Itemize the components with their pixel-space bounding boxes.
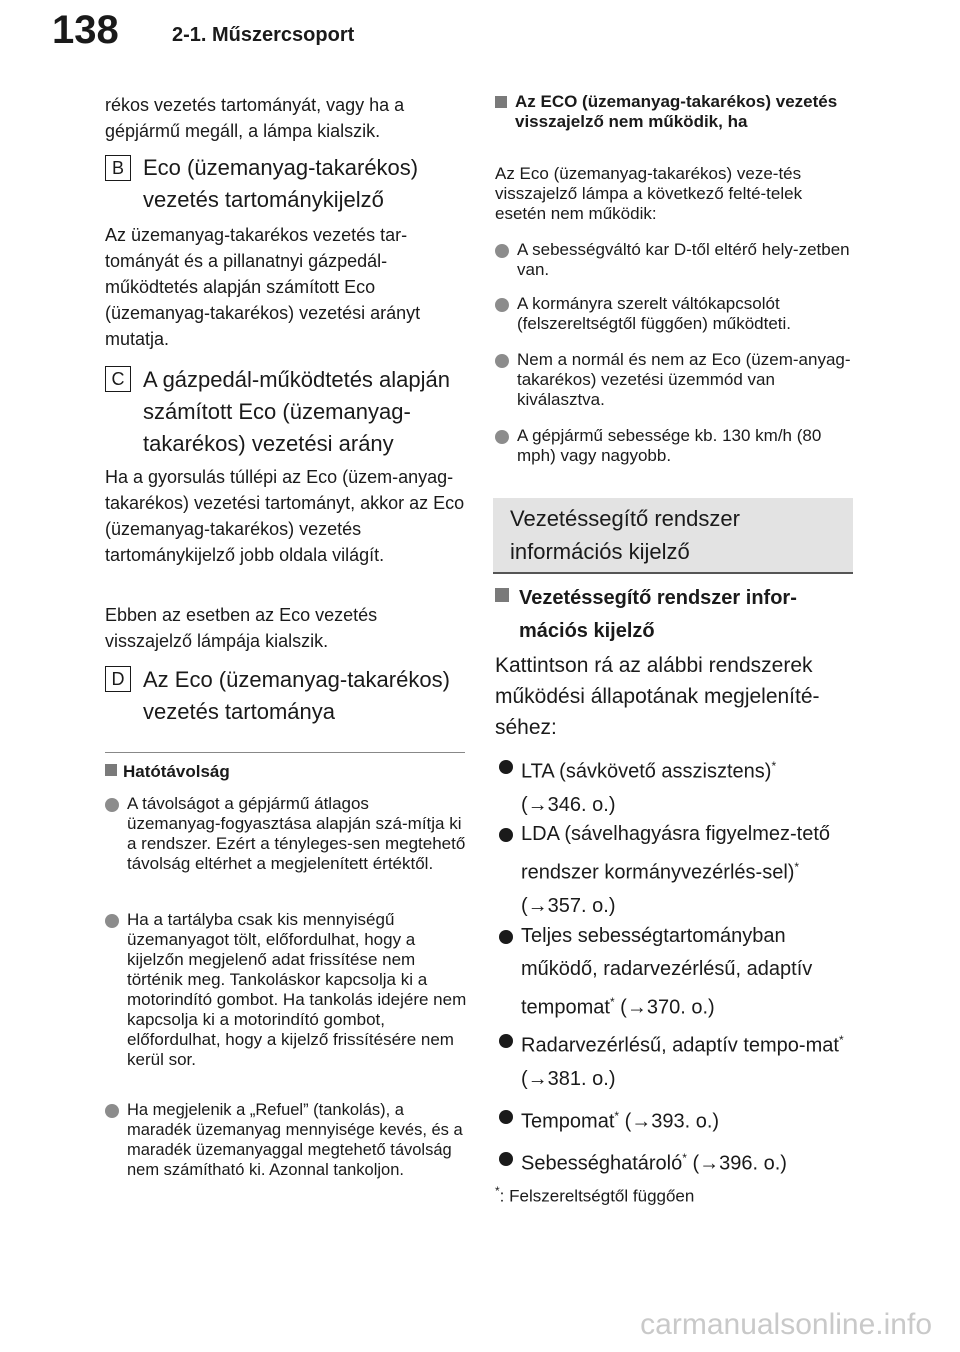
range-bullet-2 bbox=[105, 910, 467, 1070]
system-lta-name: LTA (sávkövető asszisztens) bbox=[521, 760, 772, 783]
system-item-lta bbox=[495, 750, 855, 822]
system-acc-name: Radarvezérlésű, adaptív tempo-mat bbox=[521, 1034, 839, 1057]
eco-intro: Az Eco (üzemanyag-takarékos) veze-tés visszajelző lámpa a következő felté-telek esetén nem működik: bbox=[495, 164, 803, 223]
section-divider bbox=[105, 752, 465, 753]
system-item-lda bbox=[495, 818, 855, 923]
asterisk: * bbox=[609, 995, 615, 1009]
range-bullet-1 bbox=[105, 794, 467, 874]
eco-bullet-3-text: Nem a normál és nem az Eco (üzem-anyag-takarékos) vezetési üzemmód van kiválasztva. bbox=[517, 350, 851, 409]
section-c-body-1: Ha a gyorsulás túllépi az Eco (üzem-anyag-takarékos) vezetési tartományt, akkor az Eco (üzemanyag-takarékos) vezetés tartománykijelző jobb oldala világít. bbox=[105, 467, 465, 565]
subsection-heading bbox=[495, 582, 855, 648]
system-limiter-ref: (→396. o.) bbox=[692, 1152, 787, 1175]
intro-paragraph: rékos vezetés tartományát, vagy ha a gépjármű megáll, a lámpa kialszik. bbox=[105, 95, 405, 141]
section-b-body: Az üzemanyag-takarékos vezetés tar-tományát és a pillanatnyi gázpedál-működtetés alapján számított Eco (üzemanyag-takarékos) vezetési arányt mutatja. bbox=[105, 225, 421, 349]
chapter-title: 2-1. Műszercsoport bbox=[172, 24, 355, 46]
bullet-icon bbox=[105, 1104, 119, 1118]
section-heading-line-2: információs kijelző bbox=[510, 539, 690, 564]
range-bullet-3-text: Ha megjelenik a „Refuel” (tankolás), a maradék üzemanyag mennyisége kevés, és a maradék üzemanyaggal megtehető távolság nem számítható ki. Azonnal tankoljon. bbox=[127, 1101, 463, 1179]
bullet-icon bbox=[499, 828, 513, 842]
system-full-acc-name: Teljes sebességtartományban működő, radarvezérlésű, adaptív tempomat bbox=[521, 925, 813, 1019]
system-acc-ref: (→381. o.) bbox=[521, 1067, 616, 1090]
system-item-full-acc bbox=[495, 920, 855, 1025]
system-limiter-name: Sebességhatároló bbox=[521, 1152, 683, 1175]
eco-bullet-1 bbox=[495, 240, 855, 280]
section-heading-line-1: Vezetéssegítő rendszer bbox=[510, 506, 740, 531]
square-marker-icon bbox=[495, 96, 507, 108]
eco-bullet-4 bbox=[495, 426, 855, 466]
bullet-icon bbox=[495, 244, 509, 258]
bullet-icon bbox=[499, 1034, 513, 1048]
watermark: carmanualsonline.info bbox=[640, 1308, 932, 1341]
section-c-title bbox=[105, 364, 467, 460]
eco-bullet-1-text: A sebességváltó kar D-től eltérő hely-zetben van. bbox=[517, 240, 850, 279]
square-marker-icon bbox=[105, 764, 117, 776]
eco-bullet-4-text: A gépjármű sebessége kb. 130 km/h (80 mph) vagy nagyobb. bbox=[517, 426, 822, 465]
asterisk: * bbox=[614, 1109, 620, 1123]
subsection-title-line-2: mációs kijelző bbox=[519, 620, 655, 642]
asterisk: * bbox=[838, 1033, 844, 1047]
eco-heading bbox=[495, 92, 855, 132]
section-b-title-text: Eco (üzemanyag-takarékos) vezetés tartománykijelző bbox=[143, 155, 419, 212]
square-marker-icon bbox=[495, 588, 509, 602]
system-item-acc bbox=[495, 1024, 855, 1096]
section-d-title-text: Az Eco (üzemanyag-takarékos) vezetés tartománya bbox=[143, 667, 450, 724]
system-lta-ref: (→346. o.) bbox=[521, 793, 616, 816]
system-lda-ref: (→357. o.) bbox=[521, 894, 616, 917]
label-c: C bbox=[105, 366, 131, 392]
range-bullet-1-text: A távolságot a gépjármű átlagos üzemanyag-fogyasztása alapján szá-mítja ki a rendszer. Ezért a tényleges-sen megtehető távolság eltérhet a megjelenített értéktől. bbox=[127, 794, 466, 873]
section-b-title bbox=[105, 152, 467, 216]
label-d: D bbox=[105, 666, 131, 692]
range-bullet-3 bbox=[105, 1100, 467, 1180]
section-heading-text bbox=[510, 502, 740, 568]
bullet-icon bbox=[495, 430, 509, 444]
system-full-acc-ref: (→370. o.) bbox=[620, 996, 715, 1019]
footnote-text: : Felszereltségtől függően bbox=[499, 1186, 695, 1206]
subsection-intro: Kattintson rá az alábbi rendszerek működési állapotának megjeleníté-séhez: bbox=[495, 654, 820, 739]
bullet-icon bbox=[499, 930, 513, 944]
label-b: B bbox=[105, 155, 131, 181]
range-bullet-2-text: Ha a tartályba csak kis mennyiségű üzemanyagot tölt, előfordulhat, hogy a kijelzőn megjelenő adat frissítése nem történik meg. Tankoláskor kapcsolja ki a motorindító gombot. Ha tankolás idejére nem kapcsolja ki a motorindító gombot, előfordulhat, hogy a kijelző frissítésére nem kerül sor. bbox=[127, 910, 467, 1069]
range-heading bbox=[105, 762, 467, 782]
eco-title: Az ECO (üzemanyag-takarékos) vezetés visszajelző nem működik, ha bbox=[515, 92, 838, 131]
asterisk: * bbox=[771, 759, 777, 773]
bullet-icon bbox=[499, 1110, 513, 1124]
footnote-asterisk: * bbox=[495, 1184, 500, 1198]
eco-bullet-2-text: A kormányra szerelt váltókapcsolót (felszereltségtől függően) működteti. bbox=[517, 294, 792, 333]
bullet-icon bbox=[499, 1152, 513, 1166]
section-c-title-text: A gázpedál-működtetés alapján számított Eco (üzemanyag-takarékos) vezetési arány bbox=[143, 367, 450, 456]
system-cruise-name: Tempomat bbox=[521, 1110, 615, 1133]
eco-bullet-3 bbox=[495, 350, 855, 410]
bullet-icon bbox=[495, 298, 509, 312]
page-number: 138 bbox=[52, 8, 119, 52]
system-item-cruise bbox=[495, 1100, 855, 1139]
subsection-title-line-1: Vezetéssegítő rendszer infor- bbox=[519, 587, 797, 609]
range-title: Hatótávolság bbox=[123, 762, 230, 781]
asterisk: * bbox=[794, 860, 800, 874]
system-cruise-ref: (→393. o.) bbox=[624, 1110, 720, 1133]
bullet-icon bbox=[499, 760, 513, 774]
system-item-limiter bbox=[495, 1142, 855, 1181]
bullet-icon bbox=[105, 798, 119, 812]
bullet-icon bbox=[105, 914, 119, 928]
section-d-title bbox=[105, 664, 467, 728]
section-heading-underline bbox=[493, 572, 853, 574]
eco-bullet-2 bbox=[495, 294, 855, 334]
bullet-icon bbox=[495, 354, 509, 368]
section-c-body-2: Ebben az esetben az Eco vezetés visszajelző lámpája kialszik. bbox=[105, 605, 378, 651]
footnote bbox=[495, 1184, 855, 1207]
system-lda-name: LDA (sávelhagyásra figyelmez-tető rendszer kormányvezérlés-sel) bbox=[521, 823, 831, 884]
asterisk: * bbox=[682, 1151, 687, 1165]
